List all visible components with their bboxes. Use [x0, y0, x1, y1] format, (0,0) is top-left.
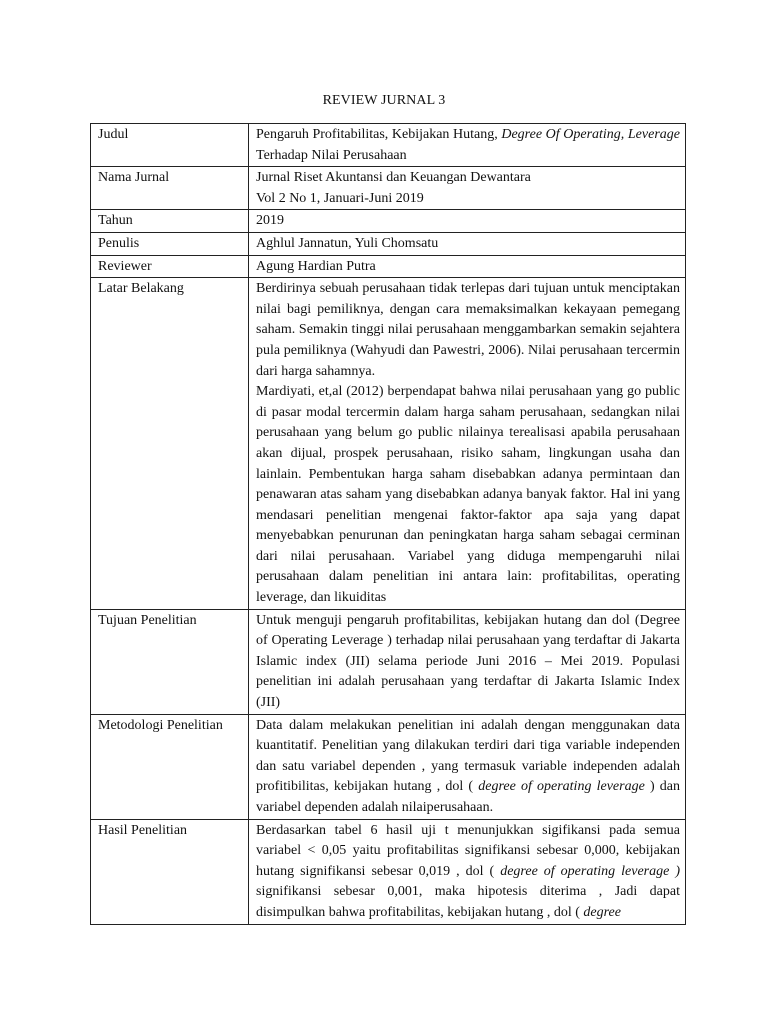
- nama-jurnal-line1: Jurnal Riset Akuntansi dan Keuangan Dewantara: [256, 170, 531, 186]
- hasil-text-part2: signifikansi sebesar 0,001, maka hipotesis diterima , Jadi dapat disimpulkan bahwa profitabilitas, kebijakan hutang , dol (: [256, 884, 680, 920]
- row-label-metodologi-penelitian: Metodologi Penelitian: [91, 714, 249, 819]
- hasil-text-part1: Berdasarkan tabel 6 hasil uji t menunjukkan sigifikansi pada semua variabel < 0,05 yaitu profitabilitas signifikansi sebesar 0,000, kebijakan hutang signifikansi sebesar 0,019 , dol (: [256, 822, 680, 879]
- table-row-tahun: [91, 210, 686, 233]
- latar-belakang-paragraph-2: Mardiyati, et,al (2012) berpendapat bahwa nilai perusahaan yang go public di pasar modal tercermin dalam harga saham perusahaan, sedangkan nilai perusahaan yang belum go public nilainya terealisasi apabila perusahaan akan dijual, prospek perusahaan, risiko saham, lingkungan usaha dan lainlain. Pembentukan harga saham disebabkan adanya permintaan dan penawaran atas saham yang disebabkan adanya banyak faktor. Hal ini yang mendasari penelitian mengenai faktor-faktor apa saja yang dapat menyebabkan penurunan dan peningkatan harga saham sebagai cerminan dari nilai perusahaan. Variabel yang diduga mempengaruhi nilai perusahaan dalam penelitian ini antara lain: profitabilitas, operating leverage, dan likuiditas: [256, 384, 680, 606]
- metodologi-text-part2: ) dan variabel dependen adalah nilaiperusahaan.: [256, 779, 680, 815]
- row-label-latar-belakang: Latar Belakang: [91, 278, 249, 610]
- row-value-penulis: Aghlul Jannatun, Yuli Chomsatu: [249, 232, 686, 255]
- nama-jurnal-line2: Vol 2 No 1, Januari-Juni 2019: [256, 190, 424, 206]
- page-title: REVIEW JURNAL 3: [322, 93, 446, 108]
- hasil-text-italic-2: degree: [583, 904, 621, 920]
- table-row-hasil-penelitian: [91, 819, 686, 924]
- row-label-hasil-penelitian: Hasil Penelitian: [91, 819, 249, 924]
- row-value-tujuan-penelitian: Untuk menguji pengaruh profitabilitas, kebijakan hutang dan dol (Degree of Operating Leverage ) terhadap nilai perusahaan yang terdaftar di Jakarta Islamic index (JII) selama periode Juni 2016 – Mei 2019. Populasi penelitian ini adalah perusahaan yang terdaftar di Jakarta Islamic Index (JII): [249, 609, 686, 714]
- row-value-nama-jurnal: [249, 167, 686, 210]
- row-label-reviewer: Reviewer: [91, 255, 249, 278]
- judul-text-italic: Degree Of Operating, Leverage: [501, 127, 680, 142]
- row-label-judul: Judul: [91, 124, 249, 167]
- metodologi-text-part1: Data dalam melakukan penelitian ini adalah dengan menggunakan data kuantitatif. Penelitian yang dilakukan terdiri dari tiga variable independen dan satu variabel dependen , yang termasuk variable independen adalah profitibilitas, kebijakan hutang , dol (: [256, 717, 680, 795]
- hasil-text-italic-1: degree of operating leverage ): [500, 863, 680, 879]
- table-row-tujuan-penelitian: [91, 609, 686, 714]
- row-value-latar-belakang: [249, 278, 686, 610]
- table-row-reviewer: [91, 255, 686, 278]
- judul-text-part1: Pengaruh Profitabilitas, Kebijakan Hutang,: [256, 127, 502, 142]
- row-value-hasil-penelitian: [249, 819, 686, 924]
- row-label-nama-jurnal: Nama Jurnal: [91, 167, 249, 210]
- row-value-reviewer: Agung Hardian Putra: [249, 255, 686, 278]
- row-label-tahun: Tahun: [91, 210, 249, 233]
- table-row-nama-jurnal: [91, 167, 686, 210]
- table-row-penulis: [91, 232, 686, 255]
- row-label-penulis: Penulis: [91, 232, 249, 255]
- latar-belakang-paragraph-1: Berdirinya sebuah perusahaan tidak terlepas dari tujuan untuk menciptakan nilai bagi pemiliknya, dengan cara memaksimalkan kekayaan pemegang saham. Semakin tinggi nilai perusahaan menggambarkan semakin sejahtera pula pemiliknya (Wahyudi dan Pawestri, 2006). Nilai perusahaan tercermin dari harga sahamnya.: [256, 281, 680, 379]
- table-row-latar-belakang: [91, 278, 686, 610]
- judul-text-part2: Terhadap Nilai Perusahaan: [256, 147, 407, 163]
- table-row-judul: [91, 124, 686, 167]
- row-value-tahun: 2019: [249, 210, 686, 233]
- row-value-metodologi-penelitian: [249, 714, 686, 819]
- table-row-metodologi-penelitian: [91, 714, 686, 819]
- row-label-tujuan-penelitian: Tujuan Penelitian: [91, 609, 249, 714]
- review-table: [90, 123, 686, 925]
- row-value-judul: [249, 124, 686, 167]
- metodologi-text-italic: degree of operating leverage: [478, 779, 645, 795]
